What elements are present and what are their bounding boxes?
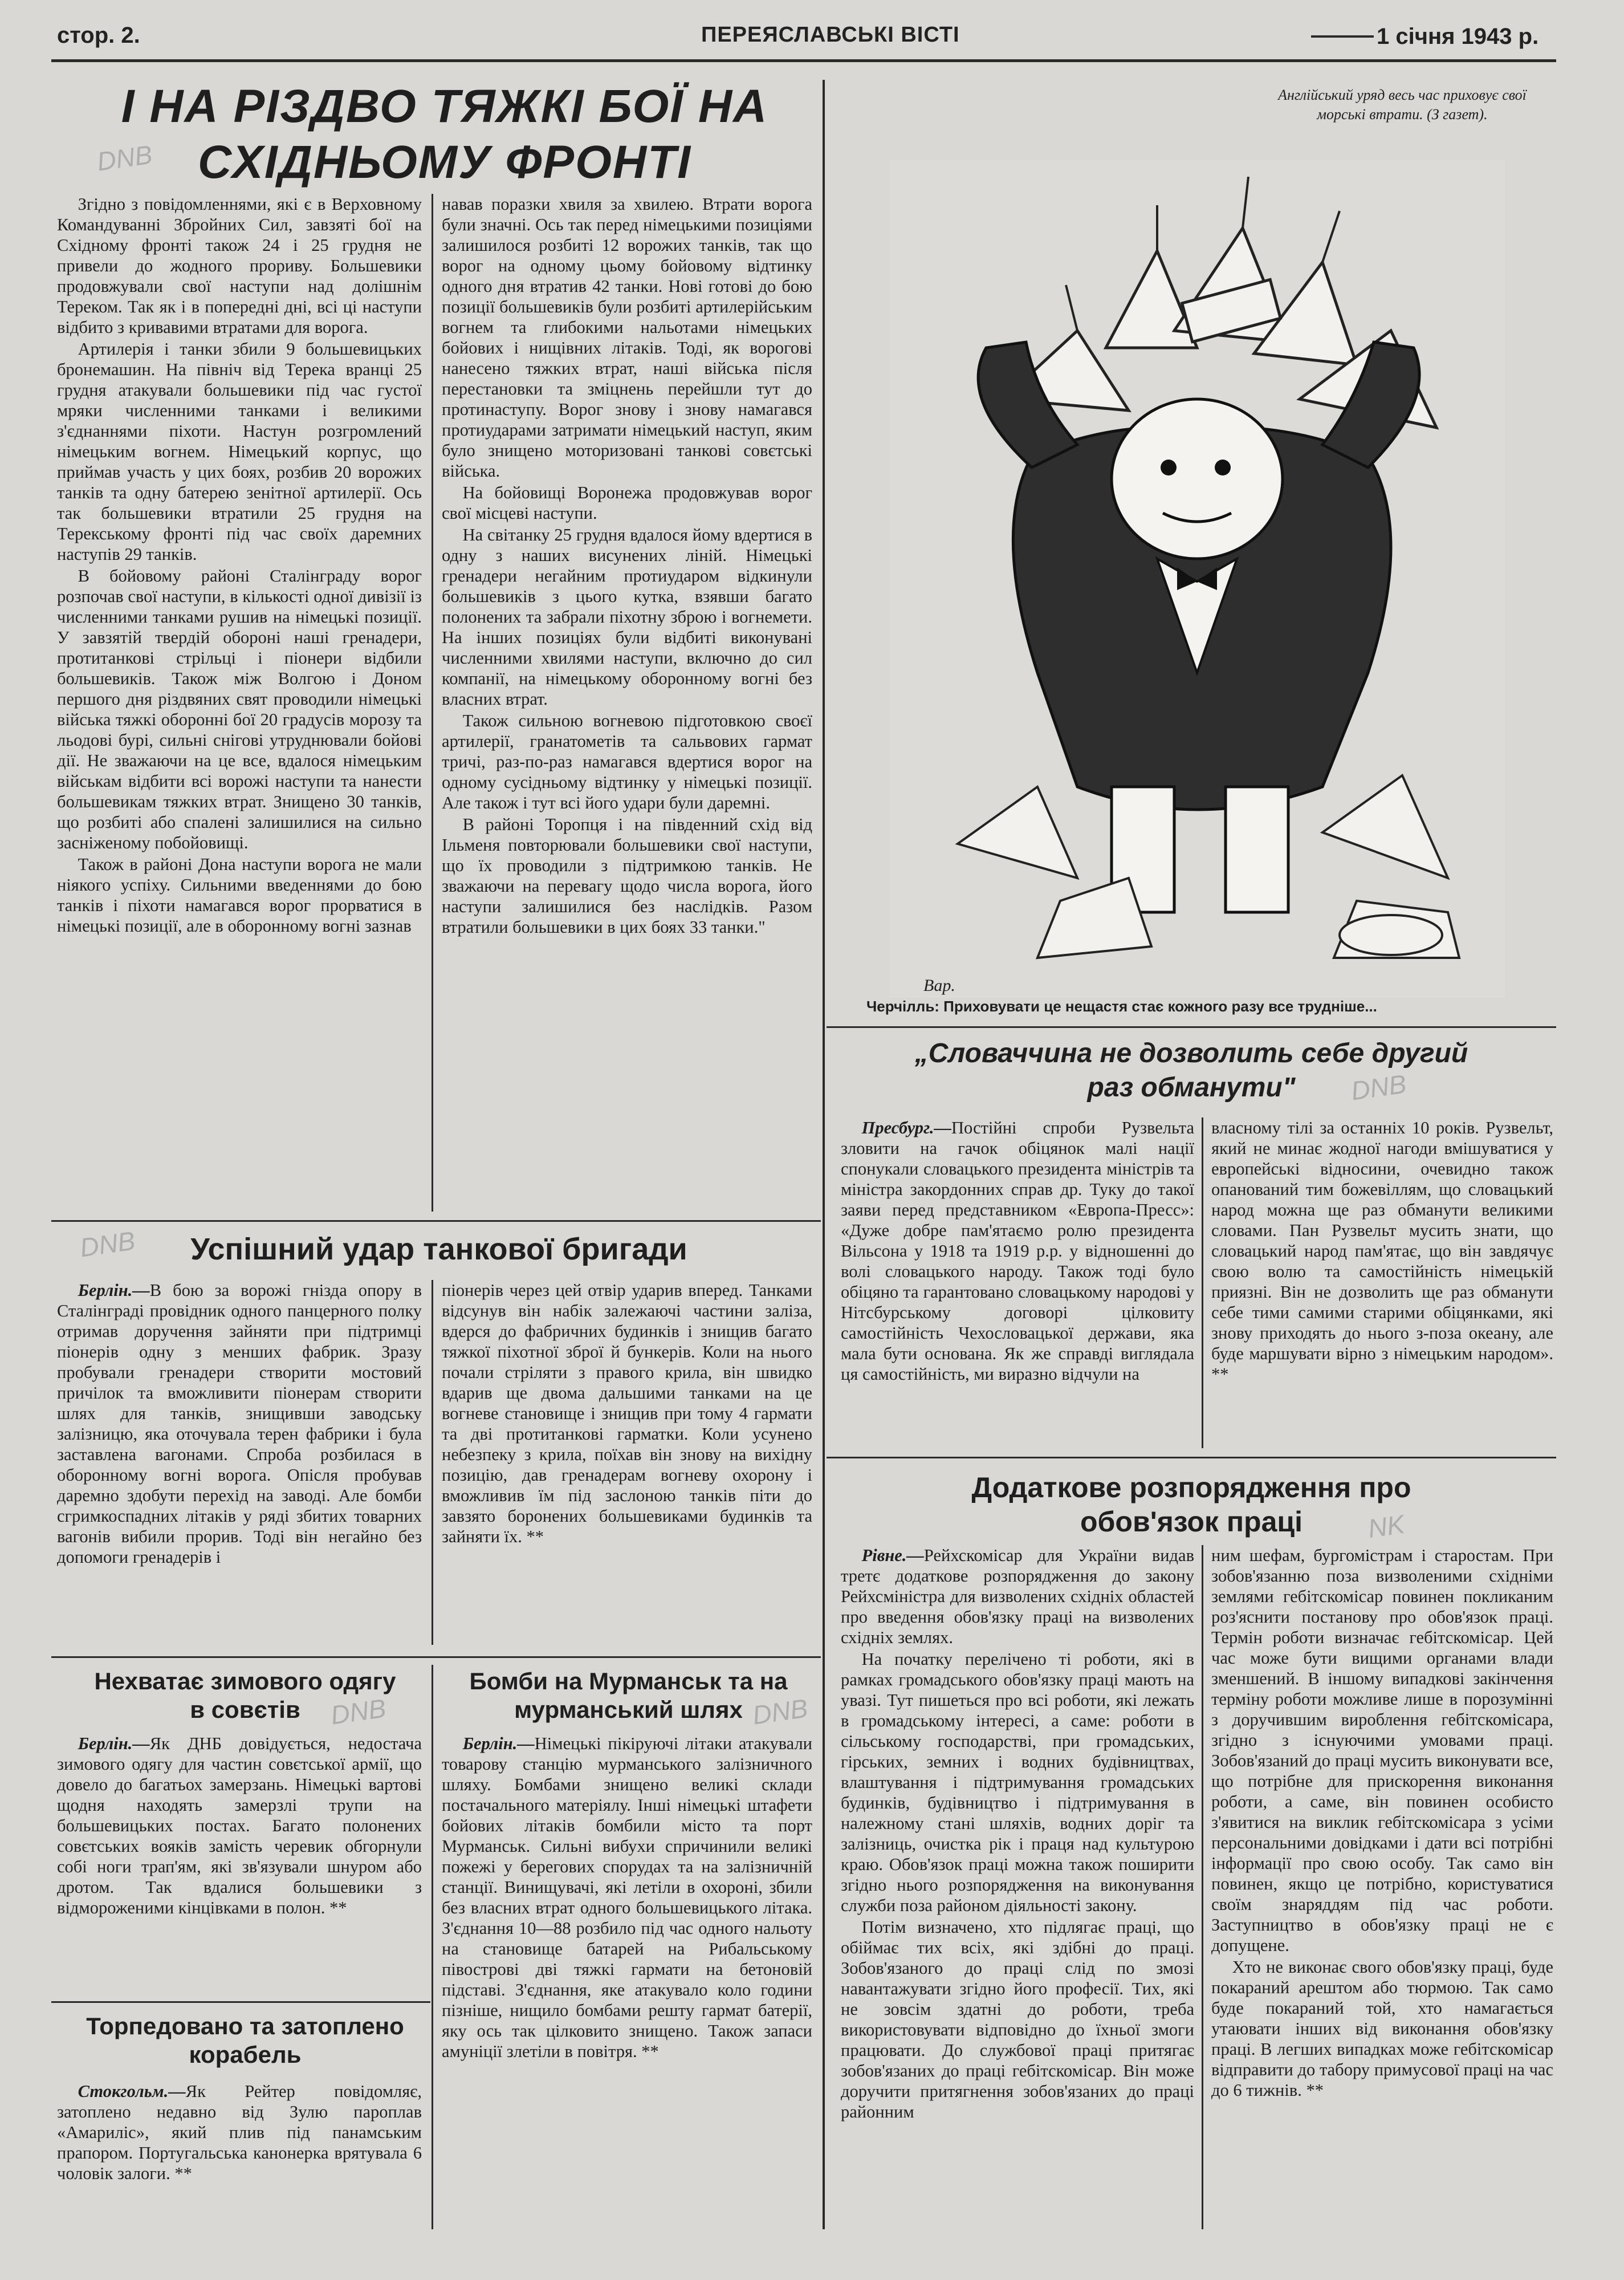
section-rule (827, 1457, 1556, 1458)
murmansk-paragraph (442, 1733, 812, 2062)
clothes-paragraph (57, 1733, 422, 1918)
labor-paragraph: Потім визначено, хто підлягає праці, що обіймає тих всіх, які здібні до праці. Зобов'язаного до праці слід по змозі навантажувати згідно його професії. Тих, які не зовсім здатні до роботи, треба використовувати відповідно до їхньої змоги працювати. До службової праці притягає зобов'язаних до праці гебітскомісар. Він може доручити притягнення зобов'язаних до праці районним (841, 1917, 1194, 2122)
cartoon-caption: Черчілль: Приховувати це нещастя стає кожного разу все трудніше... (866, 998, 1377, 1015)
front-paragraph: Згідно з повідомленнями, які є в Верховному Командуванні Збройних Сил, завзяті бої на Східному фронті також 24 і 25 грудня не привели до жодного прориву. Большевики продовжували свої наступи над долішнім Тереком. Так як і в попередні дні, всі ці наступи відбито з кривавими втратами для ворога. (57, 194, 422, 337)
front-column-1 (57, 194, 422, 936)
dateline: Берлін.— (78, 1734, 150, 1753)
library-stamp: DNB (1349, 1068, 1409, 1106)
page-center-divider (823, 80, 825, 2229)
library-stamp: NK (1366, 1509, 1407, 1544)
murmansk-text: Німецькі пікіруючі літаки атакували товарову станцію мурманського залізничного шляху. Бомбами знищено великі склади постачального матеріялу. Інші німецькі штафети бойових літаків бомбили місто та порт Мурманськ. Сильні вибухи спричинили великі пожежі у берегових спорудах та на залізничній станції. Винищувачі, які летіли в охороні, збили без власних втрат одного большевицького літака. З'єднання 10—88 розбило під час одного нальоту на становище батарей на Рибальському півострові дві тяжкі гармати на бетоновій підставі. З'єднання, яке атакувало коло години пізніше, нищило бомбами решту гармат батерії, яку ось так цілковито знищено. Також запаси амуніції злетіли в повітря. ** (442, 1734, 812, 2061)
library-stamp: DNB (750, 1693, 810, 1730)
section-rule (51, 1220, 821, 1222)
cartoon-quote-source: (З газет). (1427, 106, 1488, 123)
front-paragraph: В бойовому районі Сталінграду ворог розпочав свої наступи, в кількості одної дивізії із численними танками рушив на німецькі позиції. У завзятій твердій обороні наші гренадери, протитанкові стрільці і піонери відбили большевиків. Також між Волгою і Доном першого дня різдвяних свят проводили німецькі війська тяжкі оборонні бої 20 градусів морозу та льодові бурі, сильні снігові утруднювали бойові дії. Не зважаючи на це все, вдалося німецьким військам відбити всі ворожі наступи та нанести большевикам тяжких втрат. Знищено 30 танків, що розбиті або спалені залишилися на сильно засніженому побойовищі. (57, 566, 422, 852)
dateline: Рівне.— (861, 1546, 924, 1565)
cartoon-signature: Вар. (923, 976, 955, 995)
front-paragraph: Артилерія і танки збили 9 большевицьких бронемашин. На північ від Терека вранці 25 грудня атакували большевики під час густої мряки численними танками і великими з'єднаннями піхоти. Настун розгромлений німецьким вогнем. Німецький корпус, що приймав участь у цих боях, розбив 20 ворожих танків та одну батерею зенітної артилерії. Ось так большевики втратили 25 грудня на Терекському фронті під час своїх даремних наступів 29 танків. (57, 339, 422, 564)
newspaper-title: ПЕРЕЯСЛАВСЬКІ ВІСТІ (701, 23, 960, 47)
ship-headline-line1: Торпедовано та затоплено (86, 2013, 404, 2039)
library-stamp: DNB (95, 139, 154, 177)
dateline: Берлін.— (78, 1281, 150, 1300)
labor-text: Рейхскомісар для України видав третє додаткове розпорядження до закону Рейхсміністра для визволених східніх областей про введення обов'язку праці на визволених східніх землях. (841, 1546, 1194, 1647)
front-paragraph: В районі Торопця і на південний схід від Ільменя повторювали большевики свої наступи, що їх проводили з підтримкою танків. Не зважаючи на перевагу щодо числа ворога, його наступи залишилися без наслідків. Разом втратили большевики в цих боях 33 танки." (442, 815, 812, 937)
front-paragraph: Також сильною вогневою підготовкою своєї артилерії, гранатометів та сальвових гармат тричі, раз-по-раз намагався вдертися ворог на одному сусідньому відтинку у німецькі позиції. Але також і тут всі його удари були даремні. (442, 711, 812, 812)
issue-date: 1 січня 1943 р. (1377, 24, 1539, 49)
murmansk-column (442, 1733, 812, 2062)
ship-column (57, 2081, 422, 2184)
ship-headline-line2: корабель (189, 2041, 302, 2068)
section-rule (827, 1026, 1556, 1028)
dateline: Берлін.— (462, 1734, 535, 1753)
murmansk-headline-line1: Бомби на Мурманськ та на (469, 1668, 788, 1694)
column-divider (1202, 1545, 1203, 2229)
ship-paragraph (57, 2081, 422, 2184)
slovakia-paragraph (841, 1117, 1194, 1384)
front-headline-line1: І НА РІЗДВО ТЯЖКІ БОЇ НА (121, 80, 768, 132)
header-date-rule (1311, 35, 1374, 38)
tanks-text: В бою за ворожі гнізда опору в Сталінграді провідник одного панцерного полку отримав доручення зайняти при підтримці піонерів одну з менших фабрик. Зразу пробували гренадери створити мостовий причілок та вможливити піонерам створити шлях для танків, знищивши заводську залізницю, яка оточувала терен фабрики і була заставлена вагонами. Спроба розбилася в оборонному вогні ворога. Опісля пробував даремно здобути перехід на заводі. Але бомби сгримкоспадних літаків у ряді збитих товарних вагонів вибили прорив. Тоді він негайно без допомоги гренадерів і (57, 1281, 422, 1567)
labor-column-2 (1211, 1545, 1553, 2100)
slovakia-headline-line2: раз обманути" (1087, 1072, 1296, 1103)
labor-headline-line2: обов'язок праці (1080, 1506, 1303, 1538)
dateline: Пресбург.— (861, 1118, 952, 1137)
page-number: стор. 2. (57, 23, 140, 48)
slovakia-paragraph: власному тілі за останніх 10 років. Рузвельт, який не минає жодної нагоди вмішуватися у европейські відносини, очевидно також опанований тим божевіллям, що словацький народ можна ще раз обманути великими словами. Пан Рузвельт мусить знати, що словацький народ пам'ятає, що він завдячує свою волю та самостійність німецькій приязні. Він не дозволить ще раз обманути себе тими самими старими обіцянками, які знову приходять до нього з-поза океану, але буде маршувати вірно з німецьким народом». ** (1211, 1118, 1553, 1384)
labor-column-1 (841, 1545, 1194, 2122)
labor-paragraph: На початку перелічено ті роботи, які в рамках громадського обов'язку праці мають на увазі. Тут пишеться про всі роботи, які лежать в громадському інтересі, а саме: роботи в сільському господарстві, при громадських, гірських, земних і водних будівництвах, влаштування і підтримування громадських будинків, будівництво і підтримування в належному стані шляхів, водних доріг та залізниць, очистка рік і праця над культурою краю. Обов'язок праці можна також поширити згідно нього розпорядження на виконування служби поза районом діяльності закону. (841, 1649, 1194, 1915)
column-divider (432, 194, 433, 1212)
slovakia-column-1 (841, 1117, 1194, 1384)
slovakia-column-2 (1211, 1117, 1553, 1384)
column-divider (432, 1665, 433, 2229)
library-stamp: DNB (328, 1693, 388, 1730)
ship-text: Як Рейтер повідомляє, затоплено недавно від Зулю пароплав «Амариліс», який плив під панамським прапором. Португальська канонерка врятувала 6 чоловік залоги. ** (57, 2082, 422, 2183)
labor-paragraph: ним шефам, бургомістрам і старостам. При зобов'язанню поза визволеними східніми землями гебітскомісар повинен покликаним роз'яснити постанову про обов'язок праці. Термін роботи визначає гебітскомісар. Цей час може бути вищими органами влади зменшений. В іншому випадкові закінчення терміну роботи можливе лише в порозумінні з доручившим вироблення гебітскомісара, згідно з існуючими умовами праці. Зобов'язаний до праці мусить виконувати все, що потрібне для прискорення виконання роботи, а саме, він повинен особисто з'явитися на виклик гебітскомісара з усіми персональними довідками і дати всі потрібні інформації про свою особу. Так само він повинен, якщо це потрібно, користуватися своїм знаряддям під час роботи. Заступництво в обов'язку праці не є допущене. (1211, 1546, 1553, 1955)
tanks-column-2 (442, 1280, 812, 1547)
front-paragraph: На бойовищі Воронежа продовжував ворог свої місцеві наступи. (442, 483, 812, 523)
clothes-text: Як ДНБ довідується, недостача зимового одягу для частин совєтської армії, що довело до багатьох замерзань. Німецькі вартові щодня находять замерзлі трупи на большевицьких постах. Багато полонених совєтських вояків замість черевик обгорнули собі ноги трап'ям, які зв'язували шнуром або дротом. Так вдалися большевики з відмороженими кінцівками в полон. ** (57, 1734, 422, 1917)
slovakia-headline-line1: „Словаччина не дозволить себе другий (914, 1038, 1468, 1068)
library-stamp: DNB (78, 1225, 137, 1263)
labor-headline-line1: Додаткове розпорядження про (971, 1472, 1411, 1503)
labor-paragraph (841, 1545, 1194, 1648)
labor-paragraph: Хто не виконає свого обов'язку праці, буде покараний арештом або тюрмою. Так само буде покараний той, хто намагається утаювати інших від виконання обов'язку праці. В легших випадках може гебітскомісар відправити до табору примусової праці на час до 6 тижнів. ** (1211, 1957, 1553, 2100)
tanks-paragraph (57, 1280, 422, 1567)
cartoon-quote (1254, 86, 1550, 124)
front-paragraph: Також в районі Дона наступи ворога не мали ніякого успіху. Сильними введеннями до бою танків і піхоти намагався ворог прорватися в німецькі позиції, але в оборонному вогні зазнав (57, 855, 422, 936)
front-headline-line2: СХІДНЬОМУ ФРОНТІ (198, 136, 691, 188)
section-rule (51, 2001, 430, 2003)
front-paragraph: навав поразки хвиля за хвилею. Втрати ворога були значні. Ось так перед німецькими позиціями залишилося розбиті 12 ворожих танків, так що ворог на одному цьому бойовому відтинку одного дня втратив 42 танки. Нові готові до бою позиції большевиків були розбиті артилерійським вогнем та глибокими нальотами німецьких бойових і нищівних літаків. Тоді, як ворогові нанесено тяжких втрат, наші війська після перестановки та зміцнень перейшли тут до протинаступу. Ворог знову і знову намагався протиударами затримати німецький наступ, яким було знищено моторизовані танкові совєтські війська. (442, 194, 812, 481)
clothes-column (57, 1733, 422, 1918)
front-paragraph: На світанку 25 грудня вдалося йому вдертися в одну з наших висунених ліній. Німецькі гренадери негайним протиударом відкинули большевиків з цього кутка, взявши багато полонених та забрали піхотну зброю і вогнемети. На інших позиціях були відбиті виконувані численними хвилями наступи, включно до сил компанії, на німецькому оборонному вогні без власних втрат. (442, 525, 812, 709)
tanks-column-1 (57, 1280, 422, 1567)
column-divider (432, 1280, 433, 1645)
cartoon-quote-text: Англійський уряд весь час приховує свої морські втрати. (1278, 87, 1527, 123)
front-column-2 (442, 194, 812, 937)
dateline: Стокгольм.— (78, 2082, 186, 2101)
churchill-cartoon (889, 160, 1505, 998)
tanks-headline: Успішний удар танкової бригади (190, 1232, 687, 1266)
clothes-headline-line1: Нехватає зимового одягу (94, 1668, 396, 1694)
clothes-headline-line2: в совєтів (190, 1696, 300, 1723)
column-divider (1202, 1117, 1203, 1448)
section-rule (51, 1656, 821, 1658)
header-rule (51, 59, 1556, 62)
murmansk-headline-line2: мурманський шлях (514, 1696, 743, 1723)
tanks-paragraph: піонерів через цей отвір ударив вперед. Танками відсунув він набік залежаючі частини заліза, вдерся до фабричних будинків і знищив багато тяжкої піхотної зброї й бункерів. Коли на нього почали стріляти з правого крила, він швидко вдарив ще двома дальшими танками на це вогневе становище і знищив при тому 4 гармати та дві протитанкові гарматки. Коли усунено небезпеку з крила, поїхав він знову на вихідну позицію, дав гренадерам вогневу охорону і вможливив їм під заслоною танків піти до завзято боронених большевиками будинків та зайняти їх. ** (442, 1281, 812, 1546)
slovakia-text: Постійні спроби Рузвельта зловити на гачок обіцянок малі нації спонукали словацького президента міністрів та міністра закордонних справ др. Туку до такої заяви перед представником «Европа-Пресс»: «Дуже добре пам'ятаємо ролю президента Вільсона у 1918 та 1919 р.р. у відношенні до волі словацького народу. Також тоді було обіцяно та гарантовано словацькому народові у Нітсбурському договорі цілковиту самостійність Чехословацької держави, яка мала бути основана. Як же справді виглядала ця самостійність, ми виразно відчули на (841, 1118, 1194, 1384)
